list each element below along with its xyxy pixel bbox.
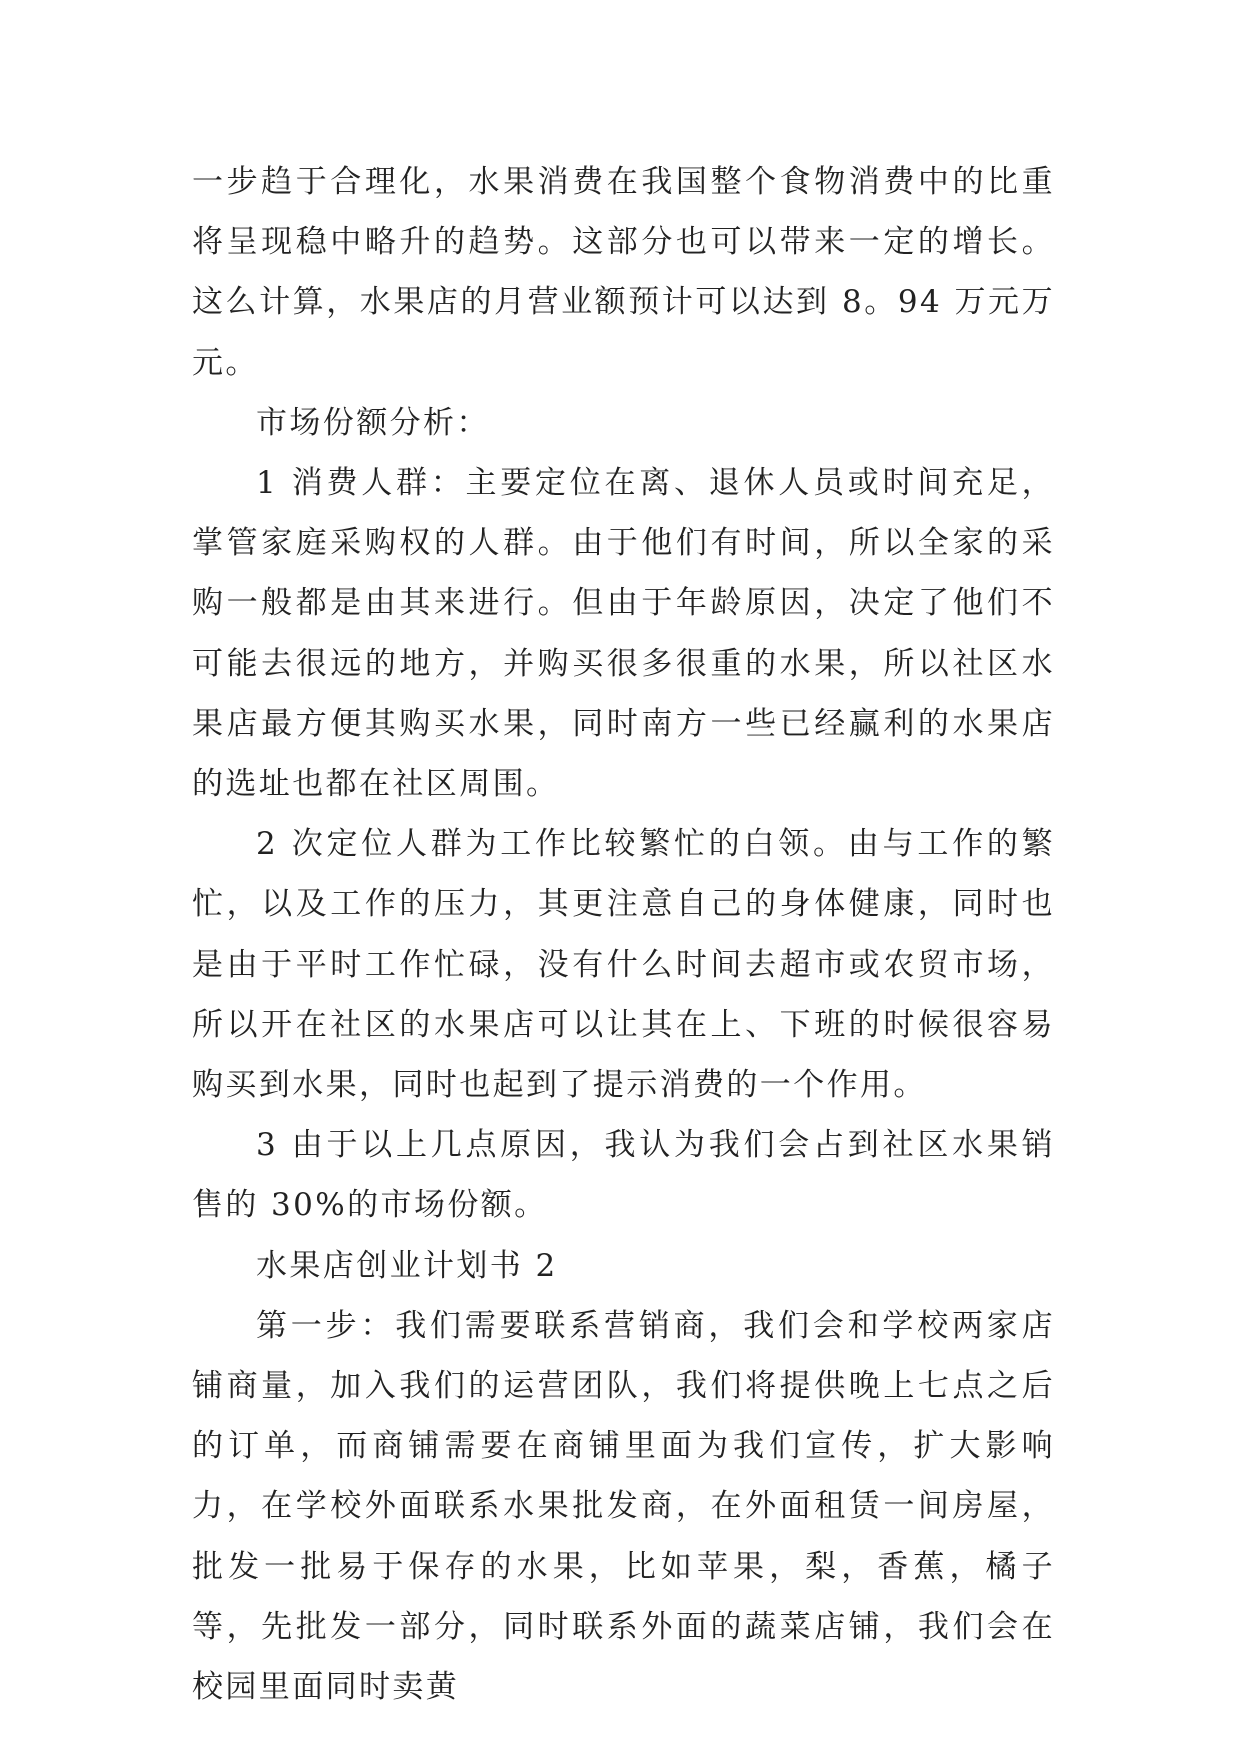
paragraph-continuation: 一步趋于合理化，水果消费在我国整个食物消费中的比重将呈现稳中略升的趋势。这部分也可以带来一定的增长。这么计算，水果店的月营业额预计可以达到 8。94 万元万元。 [192, 164, 1055, 381]
section-heading-plan-2: 水果店创业计划书 2 [256, 1247, 558, 1284]
paragraph-consumer-group-1: 1 消费人群：主要定位在离、退休人员或时间充足，掌管家庭采购权的人群。由于他们有时间，所以全家的采购一般都是由其来进行。但由于年龄原因，决定了他们不可能去很远的地方，并购买很多很重的水果，所以社区水果店最方便其购买水果，同时南方一些已经赢利的水果店的选址也都在社区周围。 [192, 465, 1055, 803]
document-body [192, 152, 1055, 1717]
paragraph-market-share-estimate: 3 由于以上几点原因，我认为我们会占到社区水果销售的 30%的市场份额。 [192, 1127, 1055, 1224]
paragraph-consumer-group-2: 2 次定位人群为工作比较繁忙的白领。由与工作的繁忙，以及工作的压力，其更注意自己的身体健康，同时也是由于平时工作忙碌，没有什么时间去超市或农贸市场，所以开在社区的水果店可以让其在上、下班的时候很容易购买到水果，同时也起到了提示消费的一个作用。 [192, 826, 1055, 1104]
paragraph-step-one: 第一步：我们需要联系营销商，我们会和学校两家店铺商量，加入我们的运营团队，我们将提供晚上七点之后的订单，而商铺需要在商铺里面为我们宣传，扩大影响力，在学校外面联系水果批发商，在外面租赁一间房屋，批发一批易于保存的水果，比如苹果，梨，香蕉，橘子等，先批发一部分，同时联系外面的蔬菜店铺，我们会在校园里面同时卖黄 [192, 1307, 1055, 1706]
section-heading-market-share: 市场份额分析： [256, 404, 490, 441]
